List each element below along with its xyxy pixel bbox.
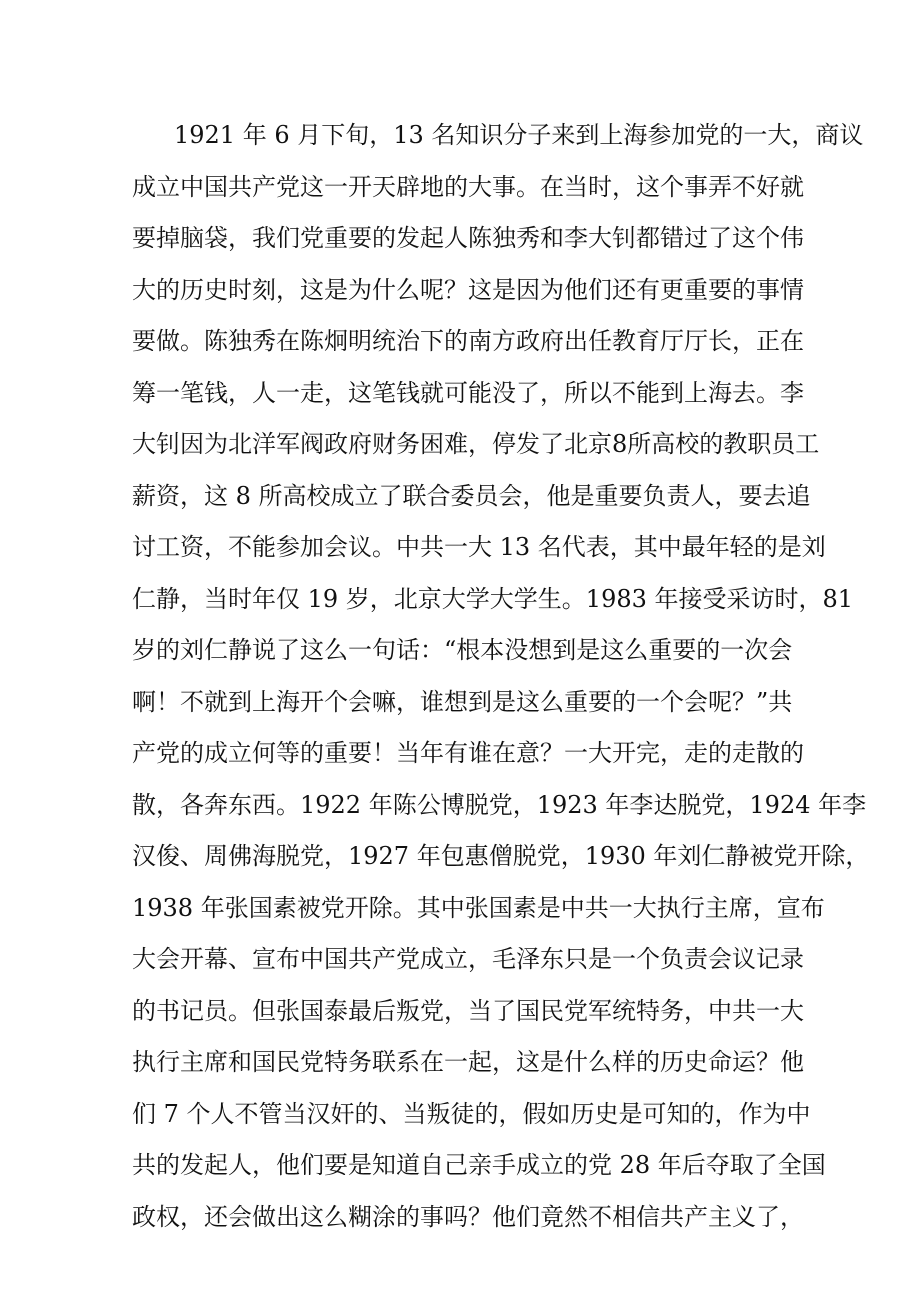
text-line-15: 汉俊、周佛海脱党，1927 年包惠僧脱党，1930 年刘仁静被党开除， xyxy=(132,842,870,870)
text-line-5: 要做。陈独秀在陈炯明统治下的南方政府出任教育厅厅长，正在 xyxy=(132,327,804,355)
text-line-13: 产党的成立何等的重要！当年有谁在意？一大开完，走的走散的 xyxy=(132,739,804,767)
text-line-6: 筹一笔钱，人一走，这笔钱就可能没了，所以不能到上海去。李 xyxy=(132,378,804,407)
text-line-7: 大钊因为北洋军阀政府财务困难，停发了北京8所高校的教职员工 xyxy=(132,430,820,458)
text-line-2: 成立中国共产党这一开天辟地的大事。在当时，这个事弄不好就 xyxy=(132,172,804,201)
text-line-21: 共的发起人，他们要是知道自己亲手成立的党 28 年后夺取了全国 xyxy=(132,1151,826,1179)
text-line-19: 执行主席和国民党特务联系在一起，这是什么样的历史命运？他 xyxy=(132,1048,804,1076)
text-line-18: 的书记员。但张国泰最后叛党，当了国民党军统特务，中共一大 xyxy=(132,996,804,1025)
text-line-22: 政权，还会做出这么糊涂的事吗？他们竟然不相信共产主义了， xyxy=(132,1202,804,1231)
text-line-14: 散，各奔东西。1922 年陈公博脱党，1923 年李达脱党，1924 年李 xyxy=(132,790,867,819)
text-line-20: 们 7 个人不管当汉奸的、当叛徒的，假如历史是可知的，作为中 xyxy=(132,1099,811,1128)
text-line-1: 1921 年 6 月下旬，13 名知识分子来到上海参加党的一大，商议 xyxy=(174,121,864,149)
text-line-3: 要掉脑袋，我们党重要的发起人陈独秀和李大钊都错过了这个伟 xyxy=(132,224,804,252)
text-line-12: 啊！不就到上海开个会嘛，谁想到是这么重要的一个会呢？”共 xyxy=(132,687,793,716)
body-paragraph xyxy=(132,110,870,1243)
text-line-4: 大的历史时刻，这是为什么呢？这是因为他们还有更重要的事情 xyxy=(132,275,804,304)
text-line-10: 仁静，当时年仅 19 岁，北京大学大学生。1983 年接受采访时，81 xyxy=(132,584,854,613)
text-line-11: 岁的刘仁静说了这么一句话：“根本没想到是这么重要的一次会 xyxy=(132,636,793,664)
text-line-17: 大会开幕、宣布中国共产党成立，毛泽东只是一个负责会议记录 xyxy=(132,945,804,973)
text-line-8: 薪资，这 8 所高校成立了联合委员会，他是重要负责人，要去追 xyxy=(132,481,811,510)
text-line-16: 1938 年张国素被党开除。其中张国素是中共一大执行主席，宣布 xyxy=(132,893,825,922)
text-line-9: 讨工资，不能参加会议。中共一大 13 名代表，其中最年轻的是刘 xyxy=(132,533,826,561)
